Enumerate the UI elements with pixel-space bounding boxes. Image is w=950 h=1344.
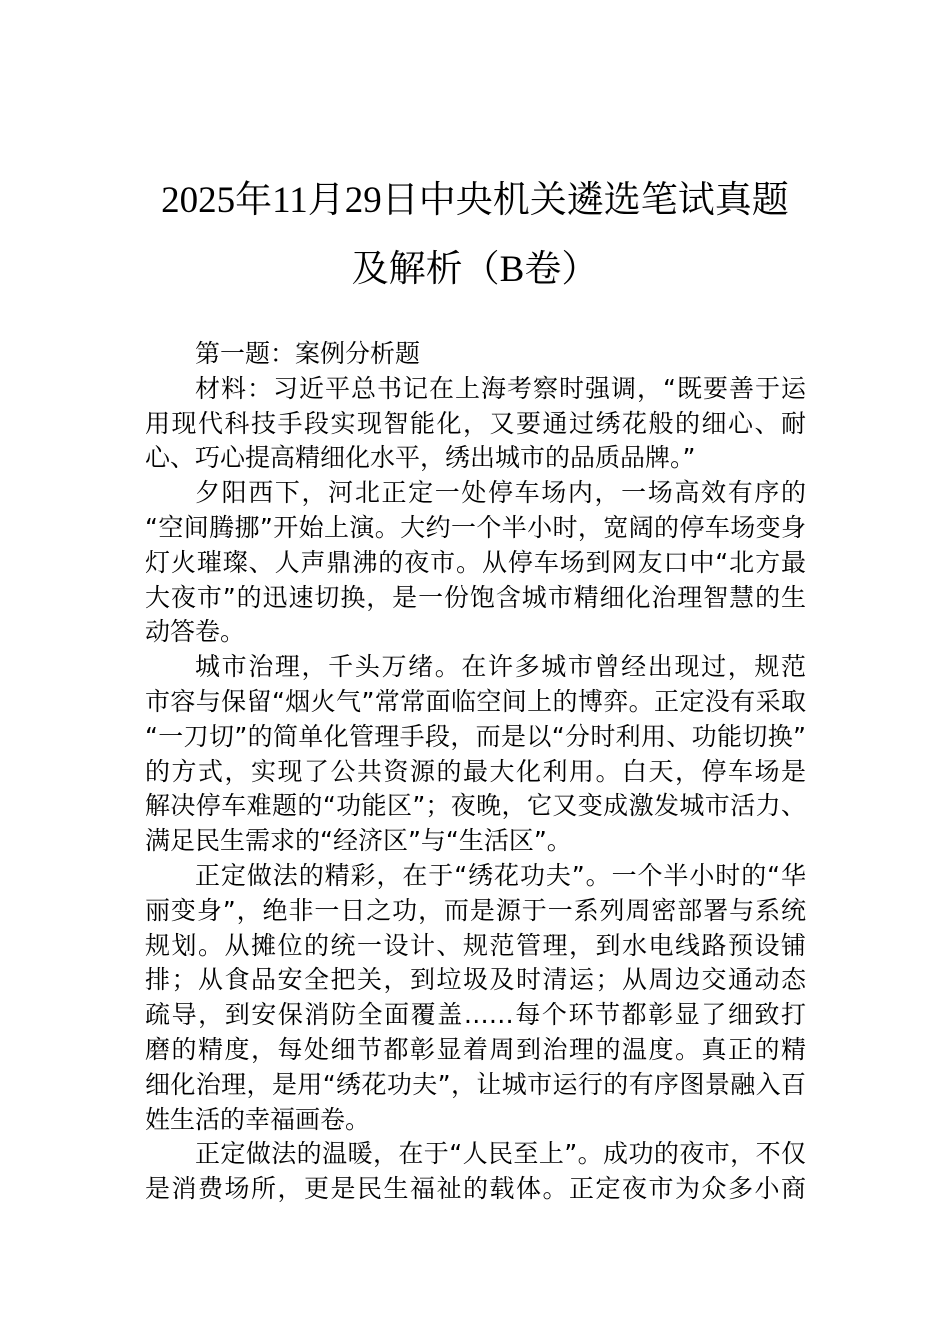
text-line: 是消费场所，更是民生福祉的载体。正定夜市为众多小商 (145, 1174, 806, 1204)
text-line: 灯火璀璨、人声鼎沸的夜市。从停车场到网友口中“北方最 (145, 547, 806, 577)
text-line: 正定做法的温暖，在于“人民至上”。成功的夜市，不仅 (195, 1139, 806, 1169)
document-title-line-2: 及解析（B卷） (351, 249, 599, 290)
text-line: 动答卷。 (145, 617, 246, 647)
text-line: 第一题：案例分析题 (195, 339, 421, 368)
text-line: “一刀切”的简单化管理手段，而是以“分时利用、功能切换” (145, 721, 806, 751)
text-line: 大夜市”的迅速切换，是一份饱含城市精细化治理智慧的生 (145, 582, 806, 612)
text-line: 解决停车难题的“功能区”；夜晚，它又变成激发城市活力、 (145, 791, 806, 821)
text-line: 材料：习近平总书记在上海考察时强调，“既要善于运 (195, 373, 806, 403)
text-line: 细化治理，是用“绣花功夫”，让城市运行的有序图景融入百 (145, 1069, 806, 1099)
text-line: 城市治理，千头万绪。在许多城市曾经出现过，规范 (195, 652, 806, 682)
document-title-line-1: 2025年11月29日中央机关遴选笔试真题 (161, 180, 789, 221)
text-line: 市容与保留“烟火气”常常面临空间上的博弈。正定没有采取 (145, 686, 806, 716)
text-line: 心、巧心提高精细化水平，绣出城市的品质品牌。” (145, 443, 696, 473)
text-line: 姓生活的幸福画卷。 (145, 1104, 371, 1134)
text-line: 夕阳西下，河北正定一处停车场内，一场高效有序的 (195, 478, 806, 508)
text-line: 用现代科技手段实现智能化，又要通过绣花般的细心、耐 (145, 408, 806, 438)
text-line: 正定做法的精彩，在于“绣花功夫”。一个半小时的“华 (195, 860, 806, 890)
text-line: “空间腾挪”开始上演。大约一个半小时，宽阔的停车场变身 (145, 512, 806, 542)
text-line: 磨的精度，每处细节都彰显着周到治理的温度。真正的精 (145, 1034, 806, 1064)
text-line: 的方式，实现了公共资源的最大化利用。白天，停车场是 (145, 756, 806, 786)
text-line: 排；从食品安全把关，到垃圾及时清运；从周边交通动态 (145, 965, 806, 995)
text-line: 满足民生需求的“经济区”与“生活区”。 (145, 826, 572, 856)
document-body (145, 337, 806, 1207)
text-line: 丽变身”，绝非一日之功，而是源于一系列周密部署与系统 (145, 895, 806, 925)
text-line: 规划。从摊位的统一设计、规范管理，到水电线路预设铺 (145, 930, 806, 960)
text-line: 疏导，到安保消防全面覆盖……每个环节都彰显了细致打 (145, 1000, 806, 1030)
